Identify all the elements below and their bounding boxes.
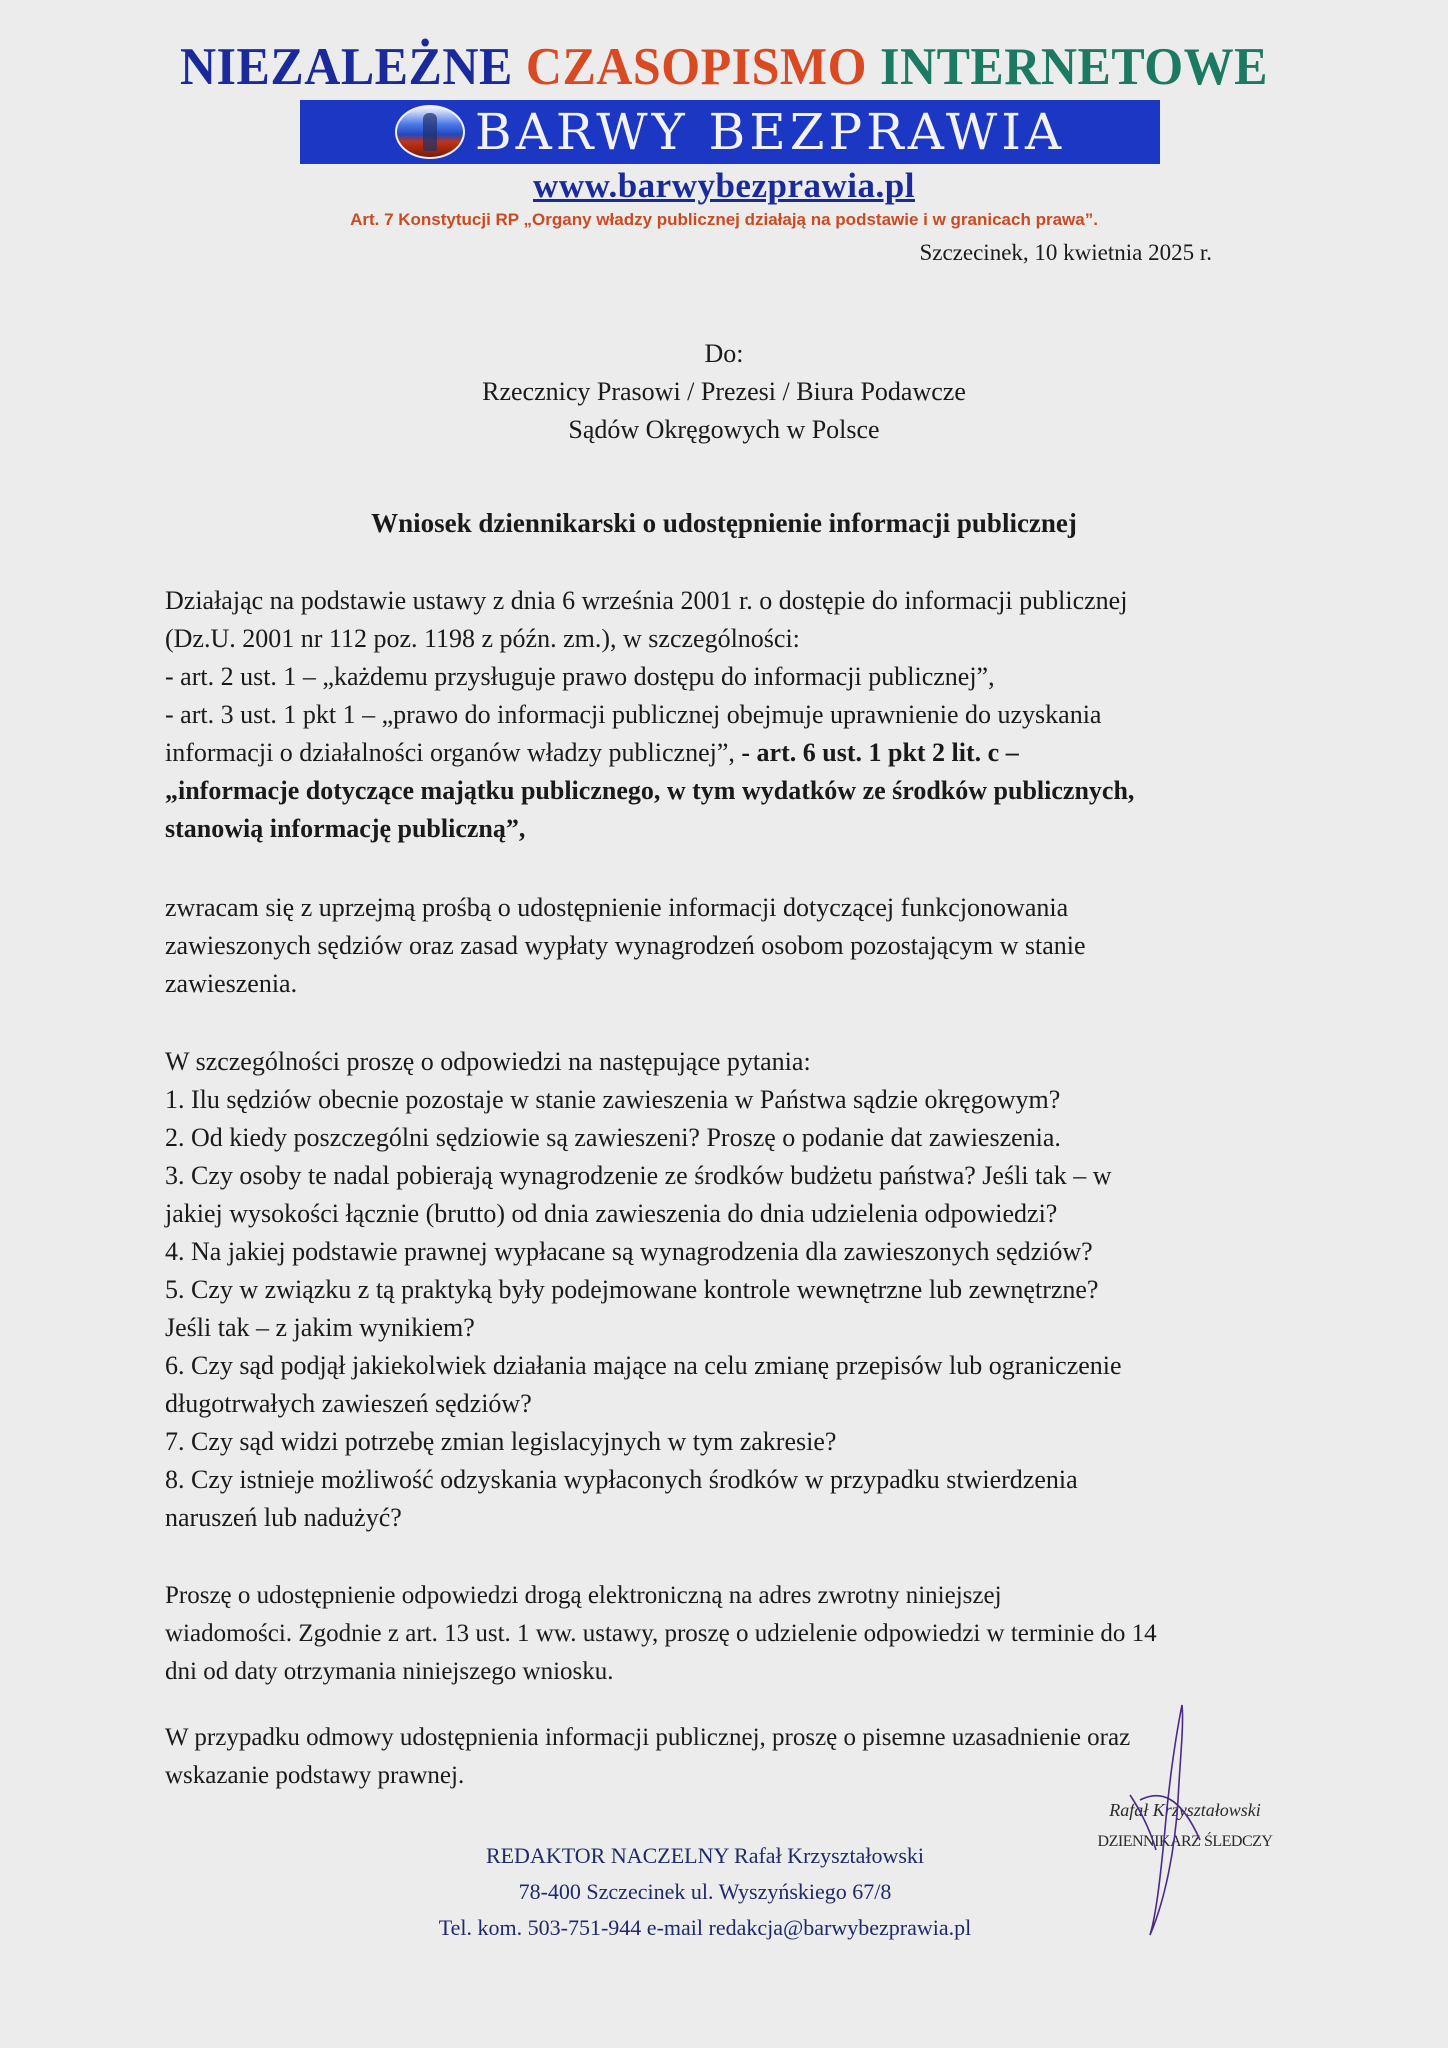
text-line: Proszę o udostępnienie odpowiedzi drogą elektroniczną na adres zwrotny niniejszej xyxy=(165,1582,1002,1609)
legal-basis-paragraph xyxy=(165,582,1295,848)
masthead-word-2: CZASOPISMO xyxy=(525,36,868,96)
masthead-heading xyxy=(0,35,1448,98)
question-line: 1. Ilu sędziów obecnie pozostaje w stanie zawieszenia w Państwa sądzie okręgowym? xyxy=(165,1085,1061,1114)
question-line: Jeśli tak – z jakim wynikiem? xyxy=(165,1313,475,1342)
questions-list xyxy=(165,1043,1295,1537)
handwritten-signature-icon xyxy=(1120,1700,1220,1940)
text-line: - art. 2 ust. 1 – „każdemu przysługuje prawo dostępu do informacji publicznej”, xyxy=(165,662,995,691)
editor-title: REDAKTOR NACZELNY Rafał Krzyształowski xyxy=(485,1843,925,1868)
question-line: 6. Czy sąd podjął jakiekolwiek działania mające na celu zmianę przepisów lub ograniczenie xyxy=(165,1351,1122,1380)
question-line: 3. Czy osoby te nadal pobierają wynagrodzenie ze środków budżetu państwa? Jeśli tak – w xyxy=(165,1161,1112,1190)
delivery-paragraph xyxy=(165,1577,1295,1691)
letter-date: Szczecinek, 10 kwietnia 2025 r. xyxy=(919,240,1212,265)
question-line: długotrwałych zawieszeń sędziów? xyxy=(165,1389,532,1418)
addressee-label: Do: xyxy=(704,339,744,368)
question-line: jakiej wysokości łącznie (brutto) od dnia zawieszenia do dnia udzielenia odpowiedzi? xyxy=(165,1199,1058,1228)
text-line: dni od daty otrzymania niniejszego wniosku. xyxy=(165,1658,614,1685)
addressee-line-1: Rzecznicy Prasowi / Prezesi / Biura Podawcze xyxy=(482,377,966,406)
publication-title: BARWY BEZPRAWIA xyxy=(474,103,1066,161)
questions-intro: W szczególności proszę o odpowiedzi na następujące pytania: xyxy=(165,1047,811,1076)
text-line: (Dz.U. 2001 nr 112 poz. 1198 z późn. zm.), w szczególności: xyxy=(165,624,800,653)
masthead-word-3: INTERNETOWE xyxy=(880,36,1269,96)
addressee-block xyxy=(0,335,1448,449)
emblem-icon xyxy=(395,105,465,159)
request-paragraph xyxy=(165,889,1295,1003)
text-line xyxy=(165,734,1295,772)
constitution-motto: Art. 7 Konstytucji RP „Organy władzy publicznej działają na podstawie i w granicach prawa”. xyxy=(350,210,1098,229)
text-line: - art. 3 ust. 1 pkt 1 – „prawo do informacji publicznej obejmuje uprawnienie do uzyskania xyxy=(165,700,1102,729)
question-line: 5. Czy w związku z tą praktyką były podejmowane kontrole wewnętrzne lub zewnętrzne? xyxy=(165,1275,1099,1304)
masthead-word-1: NIEZALEŻNE xyxy=(179,36,513,96)
addressee-line-2: Sądów Okręgowych w Polsce xyxy=(568,415,880,444)
question-line: 7. Czy sąd widzi potrzebę zmian legislacyjnych w tym zakresie? xyxy=(165,1427,837,1456)
text-line-bold: „informacje dotyczące majątku publicznego, w tym wydatków ze środków publicznych, xyxy=(165,776,1135,805)
text-line: wskazanie podstawy prawnej. xyxy=(165,1762,465,1789)
text-line: W przypadku odmowy udostępnienia informacji publicznej, proszę o pisemne uzasadnienie oraz xyxy=(165,1724,1131,1751)
question-line: 8. Czy istnieje możliwość odzyskania wypłaconych środków w przypadku stwierdzenia xyxy=(165,1465,1078,1494)
text-line: wiadomości. Zgodnie z art. 13 ust. 1 ww. ustawy, proszę o udzielenie odpowiedzi w terminie do 14 xyxy=(165,1620,1157,1647)
signatory-name: Rafał Krzyształowski xyxy=(1109,1800,1261,1820)
signatory-role: DZIENNIKARZ ŚLEDCZY xyxy=(1097,1833,1273,1850)
text-line: zwracam się z uprzejmą prośbą o udostępnienie informacji dotyczącej funkcjonowania xyxy=(165,893,1069,922)
text-line: zawieszonych sędziów oraz zasad wypłaty wynagrodzeń osobom pozostającym w stanie xyxy=(165,931,1086,960)
document-title: Wniosek dziennikarski o udostępnienie informacji publicznej xyxy=(371,508,1077,538)
text-line: Działając na podstawie ustawy z dnia 6 września 2001 r. o dostępie do informacji publicznej xyxy=(165,586,1128,615)
editor-address: 78-400 Szczecinek ul. Wyszyńskiego 67/8 xyxy=(518,1879,892,1904)
question-line: 2. Od kiedy poszczególni sędziowie są zawieszeni? Proszę o podanie dat zawieszenia. xyxy=(165,1123,1061,1152)
question-line: 4. Na jakiej podstawie prawnej wypłacane są wynagrodzenia dla zawieszonych sędziów? xyxy=(165,1237,1093,1266)
text-line-bold: stanowią informację publiczną”, xyxy=(165,814,526,843)
text-run: informacji o działalności organów władzy publicznej”, xyxy=(165,738,742,767)
website-link[interactable]: www.barwybezprawia.pl xyxy=(533,166,915,205)
editor-footer xyxy=(345,1838,1065,1946)
text-run-bold: - art. 6 ust. 1 pkt 2 lit. c – xyxy=(741,738,1019,767)
editor-contact: Tel. kom. 503-751-944 e-mail redakcja@barwybezprawia.pl xyxy=(438,1915,972,1940)
text-line: zawieszenia. xyxy=(165,969,298,998)
masthead-banner xyxy=(300,100,1160,164)
question-line: naruszeń lub nadużyć? xyxy=(165,1503,402,1532)
